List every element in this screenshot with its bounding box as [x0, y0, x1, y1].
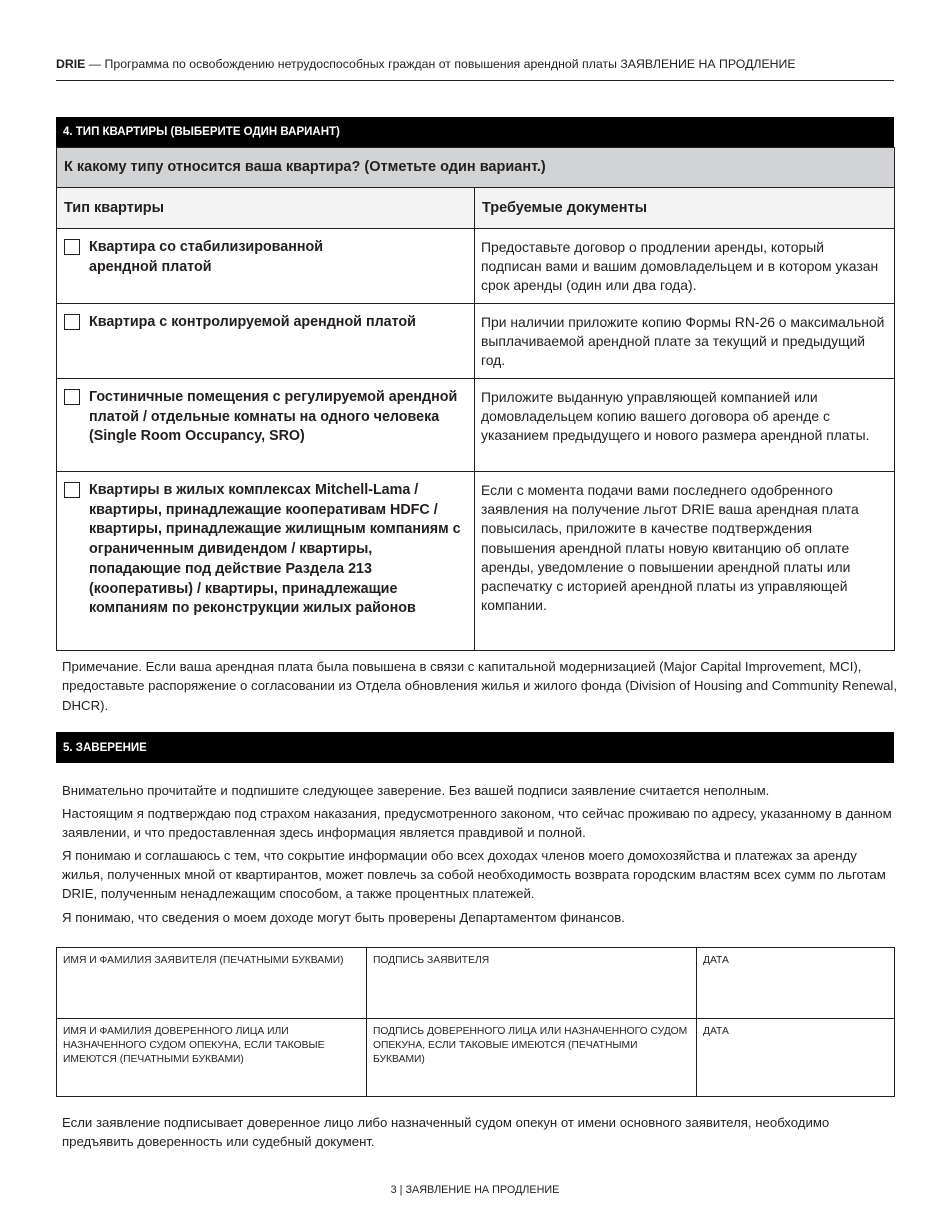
- checkbox-mitchell-lama[interactable]: [64, 482, 80, 498]
- table-row: [57, 304, 895, 379]
- docs-text: Приложите выданную управляющей компанией или домовладельцем копию вашего договора об аренде с указанием предыдущего и нового размера арендной платы.: [475, 379, 895, 472]
- docs-text: При наличии приложите копию Формы RN-26 о максимальной выплачиваемой арендной плате за текущий и предыдущий год.: [475, 304, 895, 379]
- mci-note: Примечание. Если ваша арендная плата была повышена в связи с капитальной модернизацией (Major Capital Improvement, MCI), предоставьте распоряжение о согласовании из Отдела обновления жилья и жилого фонда (Division of Housing and Community Renewal, DHCR).: [62, 659, 898, 713]
- proxy-footnote: Если заявление подписывает доверенное лицо либо назначенный судом опекун от имени основного заявителя, необходимо предъявить доверенность или судебный документ.: [62, 1115, 830, 1150]
- representative-signature-field[interactable]: ПОДПИСЬ ДОВЕРЕННОГО ЛИЦА ИЛИ НАЗНАЧЕННОГО СУДОМ ОПЕКУНА, ЕСЛИ ТАКОВЫЕ ИМЕЮТСЯ (ПЕЧАТНЫМИ БУКВАМИ): [367, 1019, 697, 1097]
- docs-text: Предоставьте договор о продлении аренды, который подписан вами и вашим домовладельцем и в котором указан срок аренды (один или два года).: [475, 229, 895, 304]
- type-label: Квартира с контролируемой арендной платой: [89, 314, 416, 330]
- footer-label: ЗАЯВЛЕНИЕ НА ПРОДЛЕНИЕ: [405, 1184, 560, 1196]
- page-number: 3: [390, 1184, 397, 1196]
- table-header-row: [57, 188, 895, 229]
- applicant-date-field[interactable]: ДАТА: [697, 948, 895, 1019]
- section4-title: 4. ТИП КВАРТИРЫ (ВЫБЕРИТЕ ОДИН ВАРИАНТ): [56, 117, 894, 147]
- page-footer: [0, 1184, 950, 1196]
- page-header: [56, 57, 796, 71]
- table-row: [57, 229, 895, 304]
- footer-separator: |: [396, 1184, 406, 1196]
- col-header-docs: Требуемые документы: [475, 188, 895, 229]
- type-label: Квартиры в жилых комплексах Mitchell-Lama / квартиры, принадлежащие кооперативам HDFC / квартиры, принадлежащие жилищным компаниям с ограниченным дивидендом / квартиры, попадающие под действие Раздела 213 (кооперативы) / квартиры, принадлежащие компаниям по реконструкции жилых районов: [89, 482, 461, 617]
- table-row: [57, 379, 895, 472]
- declaration-paragraph: Внимательно прочитайте и подпишите следующее заверение. Без вашей подписи заявление считается неполным.: [62, 783, 770, 798]
- type-label: Квартира со стабилизированной арендной платой: [89, 239, 324, 275]
- header-title: — Программа по освобождению нетрудоспособных граждан от повышения арендной платы ЗАЯВЛЕНИЕ НА ПРОДЛЕНИЕ: [85, 57, 796, 71]
- checkbox-rent-controlled[interactable]: [64, 314, 80, 330]
- applicant-name-field[interactable]: ИМЯ И ФАМИЛИЯ ЗАЯВИТЕЛЯ (ПЕЧАТНЫМИ БУКВАМИ): [57, 948, 367, 1019]
- table-row: [57, 948, 895, 1019]
- table-row: [57, 1019, 895, 1097]
- checkbox-sro[interactable]: [64, 389, 80, 405]
- declaration-paragraph: Я понимаю и соглашаюсь с тем, что сокрытие информации обо всех доходах членов моего домохозяйства и платежах за аренду жилья, полученных мной от квартирантов, может повлечь за собой необходимость возврата городским властям всех сумм по льготам DRIE, полученным ненадлежащим способом, а также процентных платежей.: [62, 848, 886, 902]
- apartment-type-table: [56, 147, 895, 651]
- question-row: [57, 148, 895, 188]
- representative-date-field[interactable]: ДАТА: [697, 1019, 895, 1097]
- applicant-signature-field[interactable]: ПОДПИСЬ ЗАЯВИТЕЛЯ: [367, 948, 697, 1019]
- section5-title: 5. ЗАВЕРЕНИЕ: [56, 732, 894, 763]
- header-brand: DRIE: [56, 57, 86, 71]
- representative-name-field[interactable]: ИМЯ И ФАМИЛИЯ ДОВЕРЕННОГО ЛИЦА ИЛИ НАЗНАЧЕННОГО СУДОМ ОПЕКУНА, ЕСЛИ ТАКОВЫЕ ИМЕЮТСЯ (ПЕЧАТНЫМИ БУКВАМИ): [57, 1019, 367, 1097]
- checkbox-rent-stabilized[interactable]: [64, 239, 80, 255]
- signature-table: [56, 947, 895, 1097]
- table-row: [57, 472, 895, 651]
- declaration-paragraph: Настоящим я подтверждаю под страхом наказания, предусмотренного законом, что сейчас проживаю по адресу, указанному в данном заявлении, и что предоставленная здесь информация является правдивой и полной.: [62, 806, 892, 841]
- type-label: Гостиничные помещения с регулируемой арендной платой / отдельные комнаты на одного человека (Single Room Occupancy, SRO): [89, 389, 458, 445]
- apartment-question: К какому типу относится ваша квартира? (Отметьте один вариант.): [57, 148, 895, 188]
- declaration-paragraph: Я понимаю, что сведения о моем доходе могут быть проверены Департаментом финансов.: [62, 910, 625, 925]
- header-rule: [56, 80, 894, 81]
- docs-text: Если с момента подачи вами последнего одобренного заявления на получение льгот DRIE ваша арендная плата повысилась, приложите в качестве подтверждения повышения арендной платы новую квитанцию об оплате аренды, уведомление о повышении арендной платы или распечатку с историей арендной платы из управляющей компании.: [475, 472, 895, 651]
- col-header-type: Тип квартиры: [57, 188, 475, 229]
